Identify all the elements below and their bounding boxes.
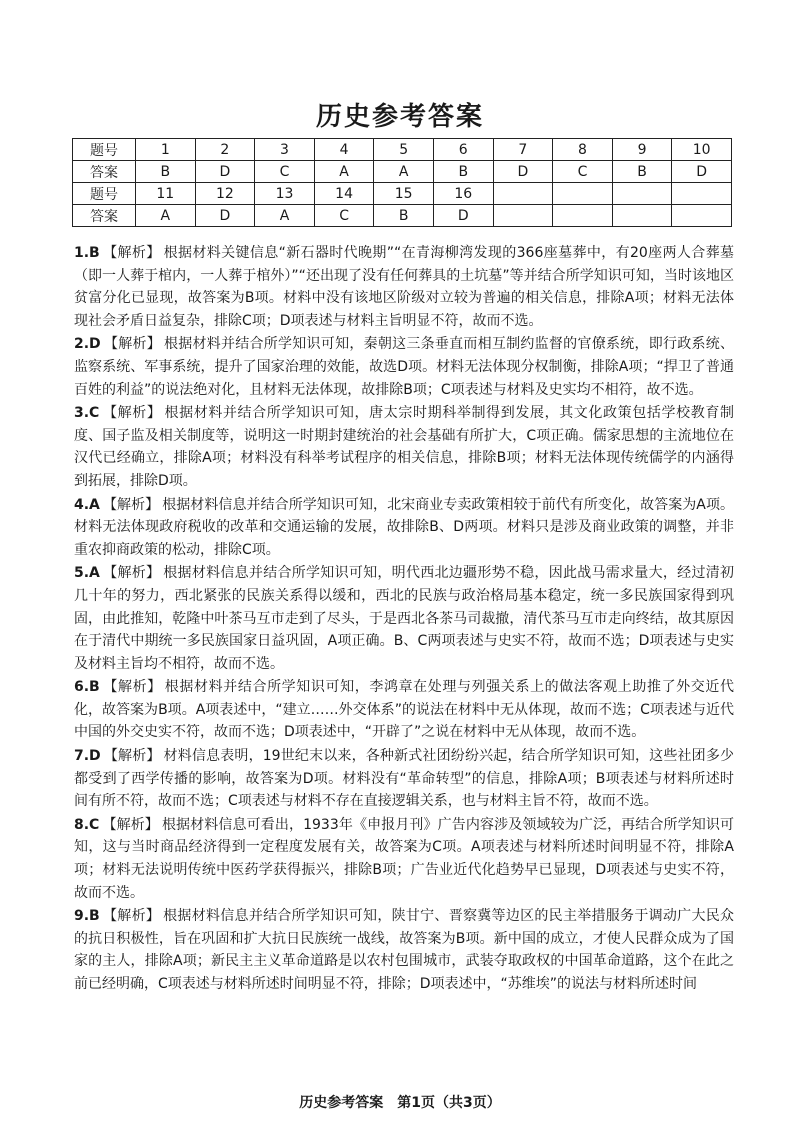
analysis-text: 根据材料并结合所学知识可知，唐太宗时期科举制得到发展，其文化政策包括学校教育制度、国子监及相关制度等，说明这一时期封建统治的社会基础有所扩大，C项正确。儒家思想的主流地位在汉代已经确立，排除A项；材料没有科举考试程序的相关信息，排除B项；材料无法体现传统儒学的内涵得到拓展，排除D项。 [74,405,735,489]
table-cell: B [612,161,672,183]
analysis-text: 根据材料并结合所学知识可知，李鸿章在处理与列强关系上的做法客观上助推了外交近代化，故答案为B项。A项表述中，“建立……外交体系”的说法在材料中无从体现，故而不选；C项表述与近代中国的外交史实不符，故而不选；D项表述中，“开辟了”之说在材料中无从体现，故而不选。 [74,679,735,741]
table-cell [672,205,732,227]
analysis-item [74,402,734,492]
table-cell: 9 [612,139,672,161]
question-answer-number: 1.B [74,245,100,261]
table-row [73,205,732,227]
analysis-text: 根据材料信息并结合所学知识可知，北宋商业专卖政策相较于前代有所变化，故答案为A项。材料无法体现政府税收的改革和交通运输的发展，故排除B、D两项。材料只是涉及商业政策的调整，并非重农抑商政策的松动，排除C项。 [74,496,734,558]
table-cell: 4 [314,139,374,161]
table-row [73,139,732,161]
table-cell: 16 [433,183,493,205]
table-cell [493,183,553,205]
row-label: 题号 [73,139,136,161]
analysis-item [74,494,734,562]
table-cell: 6 [433,139,493,161]
table-cell: 1 [136,139,196,161]
table-cell: 5 [374,139,434,161]
analysis-keyword: 【解析】 [102,496,160,513]
analysis-item [74,676,734,744]
table-cell: 13 [255,183,315,205]
table-cell [612,205,672,227]
answer-table [72,138,732,227]
analysis-text: 根据材料信息并结合所学知识可知，陕甘宁、晋察冀等边区的民主举措服务于调动广大民众的抗日积极性，旨在巩固和扩大抗日民族统一战线，故答案为B项。新中国的成立，才使人民群众成为了国家的主人，排除A项；新民主主义革命道路是以农村包围城市，武装夺取政权的中国革命道路，这个在此之前已经明确，C项表述与材料所述时间明显不符，排除；D项表述中，“苏维埃”的说法与材料所述时间 [74,908,735,992]
page-footer: 历史参考答案 第1页（共3页） [299,1095,501,1111]
question-answer-number: 8.C [74,816,100,833]
question-answer-number: 6.B [74,679,100,696]
question-answer-number: 3.C [74,405,100,422]
table-cell: D [672,161,732,183]
table-cell: A [255,205,315,227]
analysis-text: 根据材料信息可看出，1933年《申报月刊》广告内容涉及领域较为广泛，再结合所学知识可知，这与当时商品经济得到一定程度发展有关，故答案为C项。A项表述与材料所述时间明显不符，排除A项；材料无法说明传统中医药学获得振兴，排除B项；广告业近代化趋势早已显现，D项表述与史实不符，故而不选。 [74,816,734,901]
analysis-item [74,562,734,675]
analysis-item [74,242,734,332]
table-cell: D [493,161,553,183]
analysis-text: 根据材料并结合所学知识可知，秦朝这三条垂直而相互制约监督的官僚系统，即行政系统、监察系统、军事系统，提升了国家治理的效能，故选D项。材料无法体现分权制衡，排除A项；“捍卫了普通百姓的利益”的说法绝对化，且材料无法体现，故排除B项；C项表述与材料及史实均不相符，故不选。 [74,336,735,398]
table-cell: A [136,205,196,227]
page-title: 历史参考答案 [315,102,484,132]
question-answer-number: 9.B [74,908,100,925]
analysis-item [74,814,734,904]
table-cell [612,183,672,205]
analysis-keyword: 【解析】 [103,336,161,353]
table-cell: D [433,205,493,227]
table-cell: D [195,205,255,227]
row-label: 题号 [73,183,136,205]
analysis-keyword: 【解析】 [102,908,161,925]
analysis-keyword: 【解析】 [102,405,162,422]
analysis-keyword: 【解析】 [102,565,161,582]
analysis-text: 材料信息表明，19世纪末以来，各种新式社团纷纷兴起，结合所学知识可知，这些社团多少都受到了西学传播的影响，故答案为D项。材料没有“革命转型”的信息，排除A项；B项表述与材料所述时间有所不符，故而不选；C项表述与材料不存在直接逻辑关系，也与材料主旨不符，故而不选。 [74,748,735,810]
row-label: 答案 [73,205,136,227]
table-cell: 10 [672,139,732,161]
table-cell: 3 [255,139,315,161]
table-cell: B [433,161,493,183]
table-cell: 8 [553,139,613,161]
analysis-text: 根据材料关键信息“新石器时代晚期”“在青海柳湾发现的366座墓葬中，有20座两人合葬墓（即一人葬于棺内，一人葬于棺外）”“还出现了没有任何葬具的土坑墓”等并结合所学知识可知，当时该地区贫富分化已显现，故答案为B项。材料中没有该地区阶级对立较为普遍的相关信息，排除A项；材料无法体现社会矛盾日益复杂，排除C项；D项表述与材料主旨明显不符，故而不选。 [74,245,734,329]
table-cell: B [374,205,434,227]
analysis-keyword: 【解析】 [102,245,161,261]
table-cell [493,205,553,227]
question-answer-number: 5.A [74,565,100,582]
table-cell: D [195,161,255,183]
analysis-text: 根据材料信息并结合所学知识可知，明代西北边疆形势不稳，因此战马需求量大，经过清初几十年的努力，西北紧张的民族关系得以缓和，西北的民族与政治格局基本稳定，统一多民族国家得到巩固，由此推知，乾隆中叶茶马互市走到了尽头，于是西北各茶马司裁撤，清代茶马互市走向终结，故其原因在于清代中期统一多民族国家日益巩固，A项正确。B、C两项表述与史实不符，故而不选；D项表述与史实及材料主旨均不相符，故而不选。 [74,565,734,672]
table-cell [553,183,613,205]
question-answer-number: 4.A [74,496,100,513]
answer-analysis-list [74,242,734,997]
table-row [73,183,732,205]
table-cell: A [374,161,434,183]
table-cell: 2 [195,139,255,161]
analysis-item [74,745,734,813]
analysis-keyword: 【解析】 [102,816,159,833]
table-row [73,161,732,183]
table-cell: 7 [493,139,553,161]
table-cell: C [255,161,315,183]
table-cell: A [314,161,374,183]
analysis-item [74,905,734,995]
table-cell: 15 [374,183,434,205]
question-answer-number: 7.D [74,748,101,765]
row-label: 答案 [73,161,136,183]
table-cell: C [314,205,374,227]
table-cell: C [553,161,613,183]
table-cell: 11 [136,183,196,205]
analysis-keyword: 【解析】 [103,748,161,765]
table-cell [672,183,732,205]
question-answer-number: 2.D [74,336,101,353]
table-cell: B [136,161,196,183]
analysis-item [74,333,734,401]
table-cell: 14 [314,183,374,205]
table-cell: 12 [195,183,255,205]
table-cell [553,205,613,227]
analysis-keyword: 【解析】 [102,679,162,696]
